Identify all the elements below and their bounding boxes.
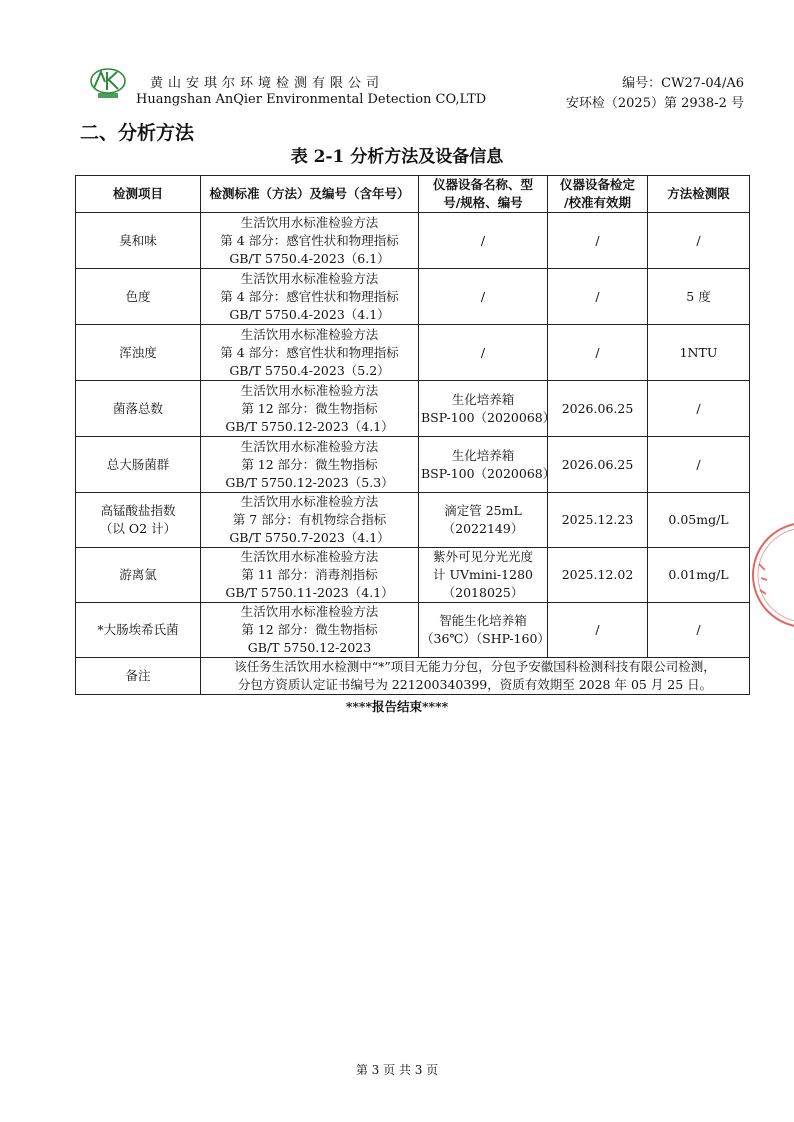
equipment-line: BSP-100（2020068） [421, 465, 556, 481]
standard-line: GB/T 5750.4-2023（5.2） [229, 362, 390, 378]
cell-limit: 0.01mg/L [648, 548, 750, 603]
analysis-methods-table [75, 175, 750, 695]
equipment-line: （36℃）（SHP-160） [421, 631, 550, 646]
equipment-line: / [480, 288, 486, 304]
cell-limit: / [648, 213, 750, 269]
header-item: 检测项目 [76, 176, 201, 213]
equipment-line: / [480, 232, 486, 248]
cell-calibration: / [548, 213, 648, 269]
note-line: 该任务生活饮用水检测中“*”项目无能力分包，分包予安徽国科检测科技有限公司检测， [234, 659, 716, 674]
cell-equipment [419, 548, 548, 603]
standard-line: GB/T 5750.7-2023（4.1） [229, 530, 390, 545]
cell-limit: / [648, 381, 750, 437]
cell-limit: 1NTU [648, 325, 750, 381]
cell-equipment [419, 437, 556, 493]
cell-item [76, 548, 201, 603]
standard-line: 第 4 部分：感官性状和物理指标 [220, 288, 399, 304]
cell-calibration: 2025.12.02 [548, 548, 648, 603]
header-standard: 检测标准（方法）及编号（含年号） [201, 176, 419, 213]
cell-calibration: 2025.12.23 [548, 493, 648, 548]
standard-line: 生活饮用水标准检验方法 [240, 549, 379, 564]
equipment-line: 智能生化培养箱 [439, 613, 527, 628]
item-text: 浑浊度 [119, 344, 157, 360]
cell-limit: 5 度 [648, 269, 750, 325]
standard-line: 生活饮用水标准检验方法 [240, 214, 379, 230]
cell-equipment [419, 603, 548, 658]
cell-equipment [419, 325, 548, 381]
equipment-line: BSP-100（2020068） [421, 409, 556, 425]
equipment-line: （2018025） [442, 585, 524, 600]
cell-limit: 0.05mg/L [648, 493, 750, 548]
table-row [76, 603, 750, 658]
standard-line: 生活饮用水标准检验方法 [240, 382, 379, 398]
table-row [76, 548, 750, 603]
item-text: 游离氯 [119, 567, 157, 582]
table-header-row [76, 176, 750, 213]
cell-equipment [419, 381, 556, 437]
cell-standard [201, 325, 419, 381]
cell-item [76, 603, 201, 658]
standard-line: 第 12 部分：微生物指标 [241, 622, 378, 637]
anqier-logo-icon [88, 66, 128, 100]
report-number: 安环检（2025）第 2938-2 号 [565, 96, 744, 111]
standard-line: 生活饮用水标准检验方法 [240, 326, 379, 342]
header-equipment [419, 176, 548, 213]
item-text: 总大肠菌群 [106, 456, 170, 472]
cell-item [76, 213, 201, 269]
cell-equipment [419, 269, 548, 325]
note-content [201, 658, 750, 695]
cell-standard [201, 213, 419, 269]
header-calibration-line-2: /校准有效期 [563, 195, 632, 210]
equipment-line: 生化培养箱 [451, 391, 515, 407]
equipment-line: / [480, 344, 486, 360]
cell-standard [201, 381, 419, 437]
cell-equipment [419, 493, 548, 548]
table-row [76, 269, 750, 325]
cell-limit: / [648, 437, 750, 493]
equipment-line: 生化培养箱 [451, 447, 515, 463]
standard-line: 生活饮用水标准检验方法 [240, 494, 379, 509]
cell-calibration: 2026.06.25 [548, 437, 648, 493]
equipment-line: 紫外可见分光光度 [432, 549, 533, 564]
table-row [76, 325, 750, 381]
cell-equipment [419, 213, 548, 269]
cell-calibration: 2026.06.25 [548, 381, 648, 437]
standard-line: GB/T 5750.11-2023（4.1） [225, 585, 394, 600]
cell-limit: / [648, 603, 750, 658]
item-text: 高锰酸盐指数 [100, 503, 176, 518]
table-title: 表 2-1 分析方法及设备信息 [290, 147, 504, 167]
standard-line: 第 7 部分：有机物综合指标 [232, 512, 387, 527]
note-row [76, 658, 750, 695]
report-end-mark: ****报告结束**** [345, 699, 449, 714]
cell-standard [201, 493, 419, 548]
standard-line: 第 11 部分：消毒剂指标 [241, 567, 378, 582]
page-number: 第 3 页 共 3 页 [355, 1063, 439, 1077]
table-row [76, 213, 750, 269]
item-text: 臭和味 [119, 232, 157, 248]
standard-line: 生活饮用水标准检验方法 [240, 270, 379, 286]
cell-item [76, 325, 201, 381]
document-code: 编号：CW27-04/A6 [622, 76, 744, 91]
equipment-line: 滴定管 25mL [444, 503, 522, 518]
seal-stamp-icon [735, 520, 794, 630]
equipment-line: （2022149） [442, 521, 524, 536]
header-equipment-line-1: 仪器设备名称、型 [432, 177, 533, 192]
header-limit: 方法检测限 [648, 176, 750, 213]
standard-line: GB/T 5750.4-2023（4.1） [229, 306, 390, 322]
header-calibration [548, 176, 648, 213]
cell-item [76, 381, 201, 437]
standard-line: GB/T 5750.12-2023 [247, 640, 372, 655]
section-title: 二、分析方法 [80, 122, 195, 144]
standard-line: GB/T 5750.4-2023（6.1） [229, 250, 390, 266]
standard-line: 生活饮用水标准检验方法 [240, 604, 379, 619]
cell-standard [201, 437, 419, 493]
company-name-en: Huangshan AnQier Environmental Detection CO,LTD [136, 92, 487, 107]
cell-standard [201, 603, 419, 658]
standard-line: 第 12 部分：微生物指标 [241, 456, 378, 472]
item-text: （以 O2 计） [99, 521, 177, 536]
cell-standard [201, 548, 419, 603]
standard-line: 第 4 部分：感官性状和物理指标 [220, 232, 399, 248]
cell-standard [201, 269, 419, 325]
item-text: 菌落总数 [112, 400, 163, 416]
note-line: 分包方资质认定证书编号为 221200340399，资质有效期至 2028 年 05 月 25 日。 [237, 677, 713, 692]
equipment-line: 计 UVmini-1280 [433, 567, 533, 582]
standard-line: 第 4 部分：感官性状和物理指标 [220, 344, 399, 360]
standard-line: 第 12 部分：微生物指标 [241, 400, 378, 416]
table-row [76, 381, 750, 437]
cell-item [76, 437, 201, 493]
standard-line: GB/T 5750.12-2023（5.3） [225, 474, 394, 490]
cell-item [76, 493, 201, 548]
standard-line: GB/T 5750.12-2023（4.1） [225, 418, 394, 434]
note-label: 备注 [76, 658, 201, 695]
table-row [76, 437, 750, 493]
cell-item [76, 269, 201, 325]
cell-calibration: / [548, 325, 648, 381]
item-text: *大肠埃希氏菌 [97, 622, 179, 637]
company-name-cn: 黄山安琪尔环境检测有限公司 [150, 76, 385, 91]
cell-calibration: / [548, 603, 648, 658]
header-calibration-line-1: 仪器设备检定 [559, 177, 635, 192]
item-text: 色度 [125, 288, 151, 304]
header-equipment-line-2: 号/规格、编号 [443, 195, 523, 210]
standard-line: 生活饮用水标准检验方法 [240, 438, 379, 454]
cell-calibration: / [548, 269, 648, 325]
table-row [76, 493, 750, 548]
